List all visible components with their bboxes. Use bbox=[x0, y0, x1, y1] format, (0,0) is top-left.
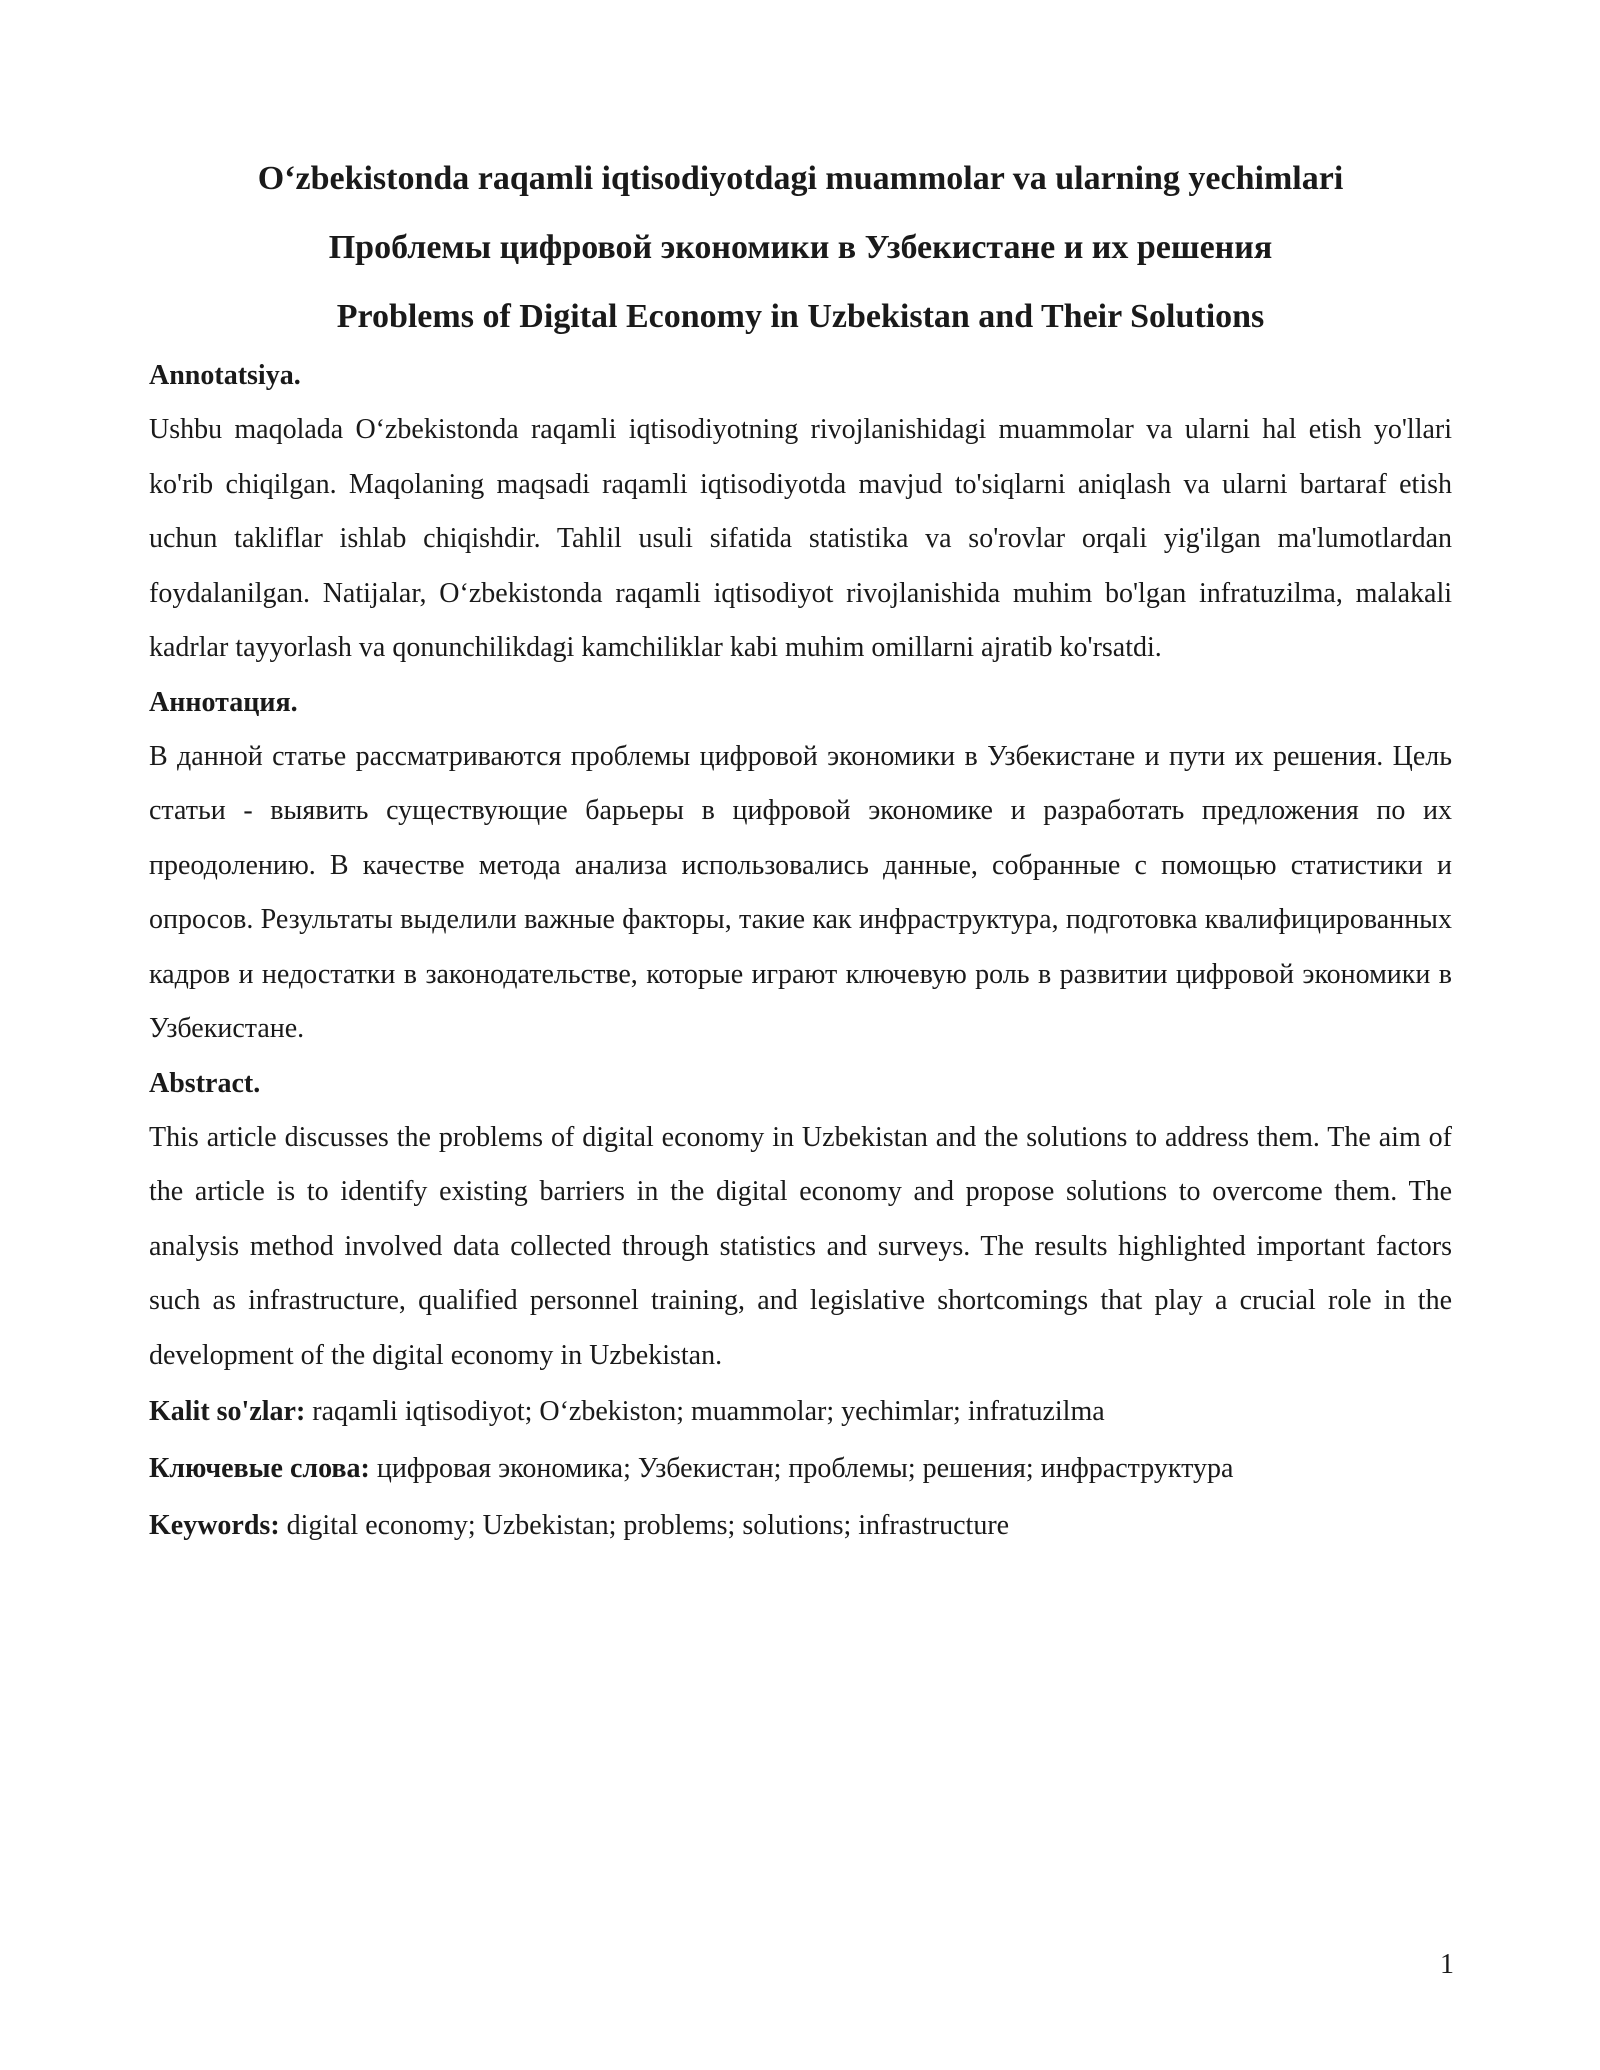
abstract-russian-section bbox=[149, 676, 1452, 1057]
abstract-uzbek-text: Ushbu maqolada O‘zbekistonda raqamli iqtisodiyotning rivojlanishidagi muammolar va ularni hal etish yo'llari ko'rib chiqilgan. Maqolaning maqsadi raqamli iqtisodiyotda mavjud to'siqlarni aniqlash va ularni bartaraf etish uchun takliflar ishlab chiqishdir. Tahlil usuli sifatida statistika va so'rovlar orqali yig'ilgan ma'lumotlardan foydalanilgan. Natijalar, O‘zbekistonda raqamli iqtisodiyot rivojlanishida muhim bo'lgan infratuzilma, malakali kadrlar tayyorlash va qonunchilikdagi kamchiliklar kabi muhim omillarni ajratib ko'rsatdi. bbox=[149, 414, 1452, 663]
keywords-english-value: digital economy; Uzbekistan; problems; solutions; infrastructure bbox=[286, 1510, 1010, 1541]
title-russian: Проблемы цифровой экономики в Узбекистане и их решения bbox=[328, 229, 1273, 266]
paper-page bbox=[149, 144, 1452, 1554]
title-english: Problems of Digital Economy in Uzbekistan and Their Solutions bbox=[336, 298, 1265, 335]
abstract-english-section bbox=[149, 1057, 1452, 1384]
title-uzbek: O‘zbekistonda raqamli iqtisodiyotdagi muammolar va ularning yechimlari bbox=[257, 160, 1344, 197]
abstract-russian-heading: Аннотация. bbox=[149, 686, 298, 718]
keywords-section bbox=[149, 1383, 1452, 1554]
keywords-uzbek-value: raqamli iqtisodiyot; O‘zbekiston; muammolar; yechimlar; infratuzilma bbox=[312, 1396, 1105, 1427]
abstract-uzbek-section bbox=[149, 349, 1452, 676]
abstract-russian-text: В данной статье рассматриваются проблемы цифровой экономики в Узбекистане и пути их решения. Цель статьи - выявить существующие барьеры в цифровой экономике и разработать предложения по их преодолению. В качестве метода анализа использовались данные, собранные с помощью статистики и опросов. Результаты выделили важные факторы, такие как инфраструктура, подготовка квалифицированных кадров и недостатки в законодательстве, которые играют ключевую роль в развитии цифровой экономики в Узбекистане. bbox=[149, 740, 1452, 1044]
keywords-russian-label: Ключевые слова: bbox=[149, 1453, 370, 1484]
page-number: 1 bbox=[1440, 1949, 1454, 1980]
keywords-english bbox=[149, 1497, 1452, 1554]
keywords-russian bbox=[149, 1440, 1452, 1497]
keywords-russian-value: цифровая экономика; Узбекистан; проблемы; решения; инфраструктура bbox=[376, 1453, 1234, 1484]
abstract-english-heading: Abstract. bbox=[149, 1067, 261, 1099]
keywords-uzbek-label: Kalit so'zlar: bbox=[149, 1396, 306, 1427]
abstract-uzbek-heading: Annotatsiya. bbox=[149, 360, 301, 391]
keywords-uzbek bbox=[149, 1383, 1452, 1440]
keywords-english-label: Keywords: bbox=[149, 1510, 280, 1541]
abstract-english-text: This article discusses the problems of digital economy in Uzbekistan and the solutions to address them. The aim of the article is to identify existing barriers in the digital economy and propose solutions to overcome them. The analysis method involved data collected through statistics and surveys. The results highlighted important factors such as infrastructure, qualified personnel training, and legislative shortcomings that play a crucial role in the development of the digital economy in Uzbekistan. bbox=[149, 1121, 1452, 1371]
